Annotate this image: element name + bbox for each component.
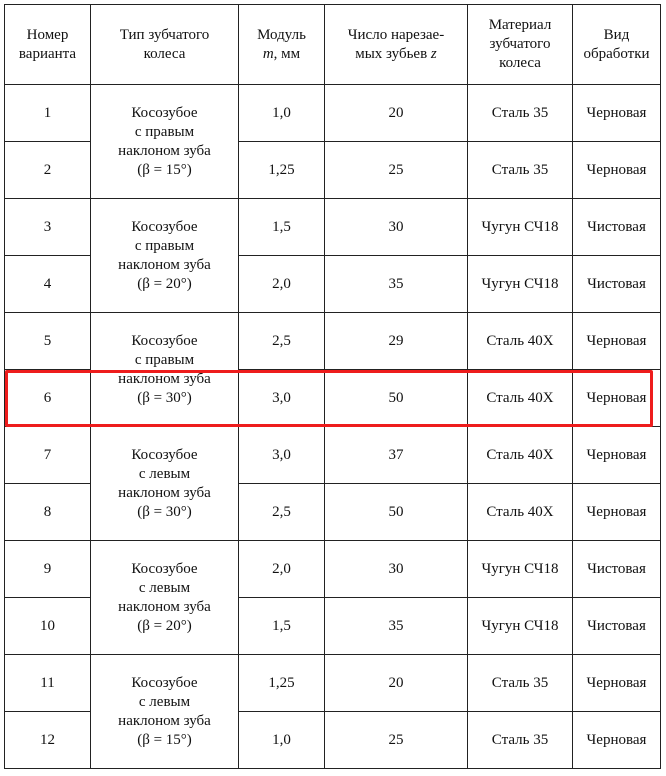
gear-type-line: наклоном зуба <box>118 712 211 729</box>
header-processing: Вид обработки <box>573 5 661 85</box>
header-gear-type: Тип зубчатого колеса <box>91 5 239 85</box>
processing-cell: Черновая <box>573 427 661 484</box>
variant-number-cell: 12 <box>5 712 91 769</box>
gear-type-line: Косозубое <box>131 560 198 577</box>
variant-number-cell: 4 <box>5 256 91 313</box>
gear-type-cell <box>91 313 239 427</box>
material-cell: Сталь 35 <box>468 655 573 712</box>
teeth-count-cell: 50 <box>325 484 468 541</box>
module-cell: 1,0 <box>239 85 325 142</box>
teeth-count-cell: 35 <box>325 256 468 313</box>
module-cell: 2,5 <box>239 484 325 541</box>
processing-cell: Чистовая <box>573 598 661 655</box>
processing-cell: Черновая <box>573 370 661 427</box>
gear-type-line: с левым <box>138 579 191 596</box>
gear-type-line: наклоном зуба <box>118 370 211 387</box>
variant-number-cell: 10 <box>5 598 91 655</box>
teeth-count-cell: 30 <box>325 199 468 256</box>
variant-number-cell: 5 <box>5 313 91 370</box>
variant-number-cell: 2 <box>5 142 91 199</box>
module-cell: 1,25 <box>239 142 325 199</box>
table-body <box>5 85 661 769</box>
material-cell: Чугун СЧ18 <box>468 199 573 256</box>
table-row <box>5 541 661 598</box>
variant-number-cell: 9 <box>5 541 91 598</box>
gear-type-cell <box>91 199 239 313</box>
processing-cell: Черновая <box>573 484 661 541</box>
variant-number-cell: 3 <box>5 199 91 256</box>
teeth-count-cell: 30 <box>325 541 468 598</box>
gear-type-line: с правым <box>134 123 195 140</box>
gear-type-cell <box>91 427 239 541</box>
variant-number-cell: 1 <box>5 85 91 142</box>
gear-type-cell <box>91 85 239 199</box>
processing-cell: Чистовая <box>573 541 661 598</box>
table-row <box>5 199 661 256</box>
gear-type-line: наклоном зуба <box>118 142 211 159</box>
table-row <box>5 427 661 484</box>
gear-type-line: наклоном зуба <box>118 484 211 501</box>
module-cell: 2,5 <box>239 313 325 370</box>
gear-type-line: Косозубое <box>131 332 198 349</box>
module-cell: 1,5 <box>239 199 325 256</box>
teeth-count-cell: 25 <box>325 142 468 199</box>
header-row <box>5 5 661 85</box>
material-cell: Чугун СЧ18 <box>468 256 573 313</box>
header-variant: Номер варианта <box>5 5 91 85</box>
module-cell: 3,0 <box>239 427 325 484</box>
gear-type-line: (β = 20°) <box>137 275 192 292</box>
material-cell: Сталь 35 <box>468 712 573 769</box>
material-cell: Сталь 35 <box>468 85 573 142</box>
processing-cell: Черновая <box>573 712 661 769</box>
processing-cell: Чистовая <box>573 199 661 256</box>
variant-number-cell: 8 <box>5 484 91 541</box>
gear-type-cell <box>91 541 239 655</box>
processing-cell: Черновая <box>573 85 661 142</box>
material-cell: Чугун СЧ18 <box>468 598 573 655</box>
gear-type-line: наклоном зуба <box>118 598 211 615</box>
processing-cell: Черновая <box>573 313 661 370</box>
teeth-count-cell: 29 <box>325 313 468 370</box>
processing-cell: Черновая <box>573 655 661 712</box>
processing-cell: Черновая <box>573 142 661 199</box>
module-cell: 1,25 <box>239 655 325 712</box>
gear-type-line: Косозубое <box>131 104 198 121</box>
material-cell: Чугун СЧ18 <box>468 541 573 598</box>
gear-type-line: Косозубое <box>131 446 198 463</box>
material-cell: Сталь 40Х <box>468 313 573 370</box>
gear-type-line: (β = 15°) <box>137 161 192 178</box>
gear-type-line: с правым <box>134 237 195 254</box>
module-cell: 1,0 <box>239 712 325 769</box>
header-teeth-count: Число нарезае- мых зубьев z <box>325 5 468 85</box>
table-row <box>5 85 661 142</box>
teeth-count-cell: 50 <box>325 370 468 427</box>
variant-number-cell: 7 <box>5 427 91 484</box>
gear-type-line: (β = 30°) <box>137 503 192 520</box>
material-cell: Сталь 40Х <box>468 427 573 484</box>
teeth-count-cell: 20 <box>325 85 468 142</box>
header-material: Материал зубчатого колеса <box>468 5 573 85</box>
module-cell: 3,0 <box>239 370 325 427</box>
gear-type-line: (β = 30°) <box>137 389 192 406</box>
material-cell: Сталь 35 <box>468 142 573 199</box>
material-cell: Сталь 40Х <box>468 370 573 427</box>
teeth-count-cell: 25 <box>325 712 468 769</box>
processing-cell: Чистовая <box>573 256 661 313</box>
gear-type-line: (β = 20°) <box>137 617 192 634</box>
table-row <box>5 655 661 712</box>
gear-type-line: Косозубое <box>131 218 198 235</box>
gear-type-line: с левым <box>138 693 191 710</box>
module-cell: 1,5 <box>239 598 325 655</box>
gear-type-cell <box>91 655 239 769</box>
teeth-count-cell: 20 <box>325 655 468 712</box>
variants-table <box>4 4 661 769</box>
module-cell: 2,0 <box>239 256 325 313</box>
material-cell: Сталь 40Х <box>468 484 573 541</box>
gear-type-line: с левым <box>138 465 191 482</box>
gear-type-line: Косозубое <box>131 674 198 691</box>
teeth-count-cell: 37 <box>325 427 468 484</box>
table-row <box>5 313 661 370</box>
module-cell: 2,0 <box>239 541 325 598</box>
gear-type-line: наклоном зуба <box>118 256 211 273</box>
variant-number-cell: 11 <box>5 655 91 712</box>
variant-number-cell: 6 <box>5 370 91 427</box>
gear-type-line: с правым <box>134 351 195 368</box>
teeth-count-cell: 35 <box>325 598 468 655</box>
gear-type-line: (β = 15°) <box>137 731 192 748</box>
header-module: Модуль m, мм <box>239 5 325 85</box>
